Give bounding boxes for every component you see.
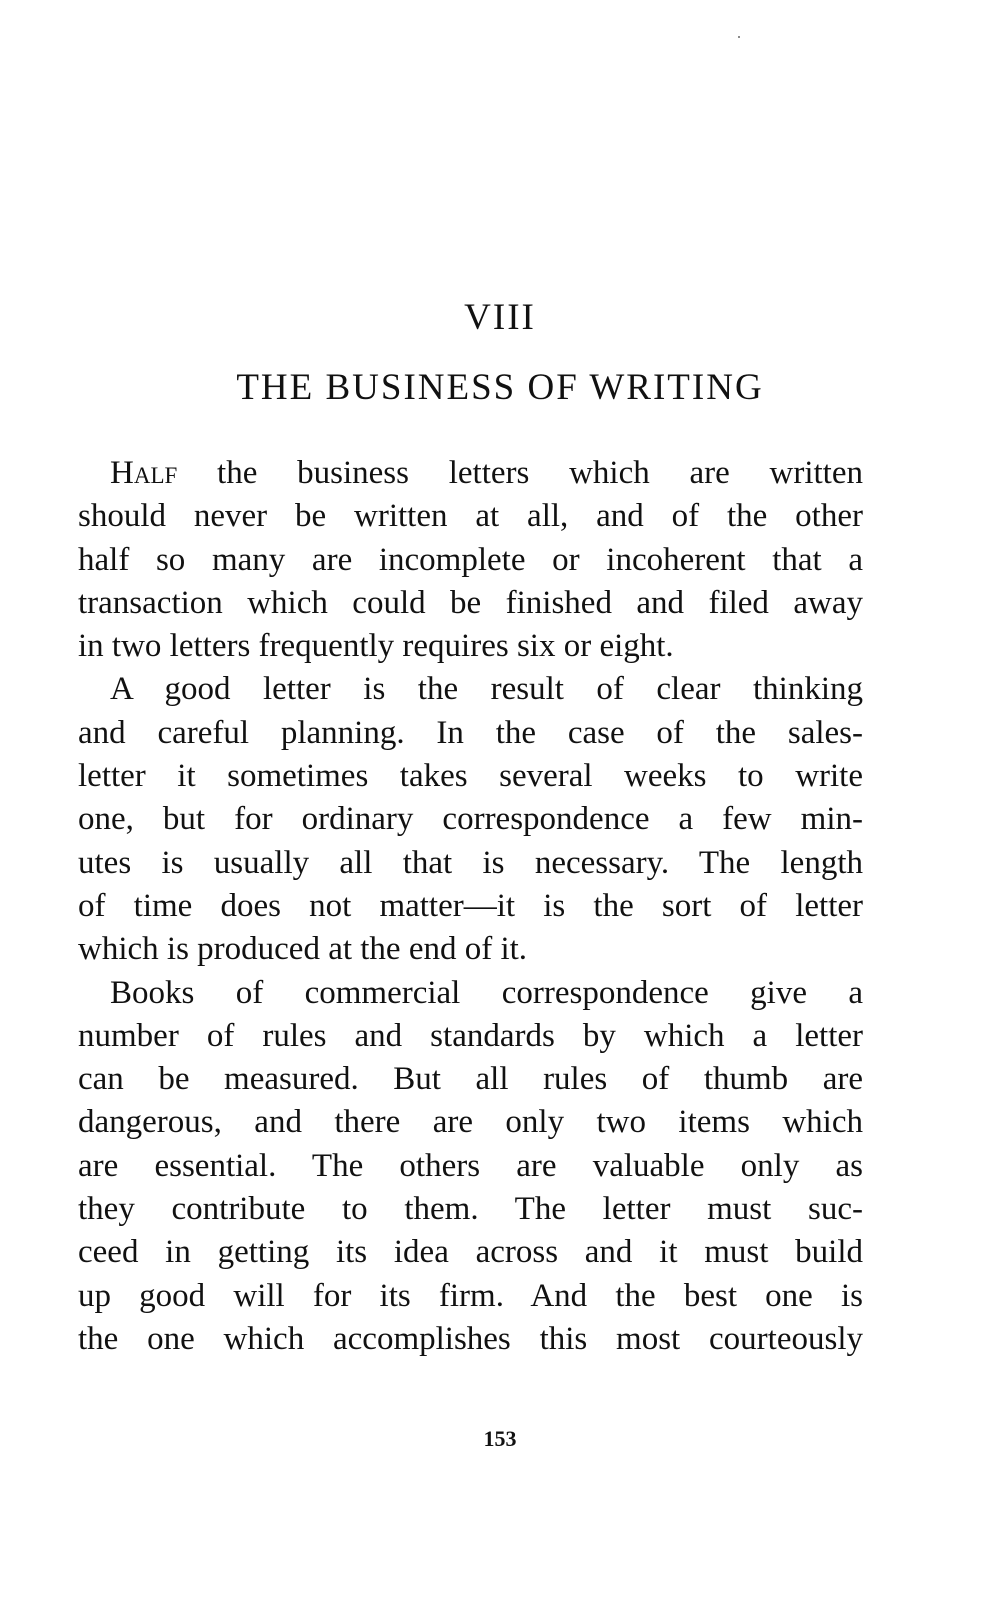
text-line: dangerous, and there are only two items which	[78, 1104, 863, 1141]
text-line: ceed in getting its idea across and it must build	[78, 1234, 863, 1271]
text-line: utes is usually all that is necessary. The length	[78, 844, 863, 881]
text-line: should never be written at all, and of the other	[78, 498, 863, 535]
chapter-title: THE BUSINESS OF WRITING	[236, 367, 764, 408]
page-number: 153	[483, 1426, 517, 1451]
text-line: transaction which could be finished and filed away	[78, 584, 863, 621]
text-line: one, but for ordinary correspondence a few min-	[78, 801, 863, 838]
text-line: number of rules and standards by which a letter	[78, 1017, 863, 1054]
text-line: in two letters frequently requires six or eight.	[78, 628, 674, 665]
chapter-number: VIII	[464, 297, 536, 338]
drop-word: Half	[110, 455, 178, 491]
text-line: of time does not matter—it is the sort of letter	[78, 887, 863, 924]
text-line: A good letter is the result of clear thinking	[110, 671, 863, 708]
text-line	[78, 452, 863, 495]
text-line: are essential. The others are valuable only as	[78, 1147, 863, 1184]
text-line-rest: the business letters which are written	[177, 455, 863, 491]
text-line: can be measured. But all rules of thumb are	[78, 1061, 863, 1098]
page-speck	[738, 36, 740, 38]
text-line: they contribute to them. The letter must suc-	[78, 1191, 863, 1228]
text-line: Books of commercial correspondence give a	[110, 974, 863, 1011]
text-line: and careful planning. In the case of the sales-	[78, 714, 863, 751]
body-text	[78, 452, 863, 1361]
text-line: up good will for its firm. And the best one is	[78, 1277, 863, 1314]
text-line: the one which accomplishes this most courteously	[78, 1320, 863, 1357]
text-line: letter it sometimes takes several weeks to write	[78, 758, 863, 795]
text-line: which is produced at the end of it.	[78, 931, 528, 968]
text-line: half so many are incomplete or incoherent that a	[78, 541, 863, 578]
